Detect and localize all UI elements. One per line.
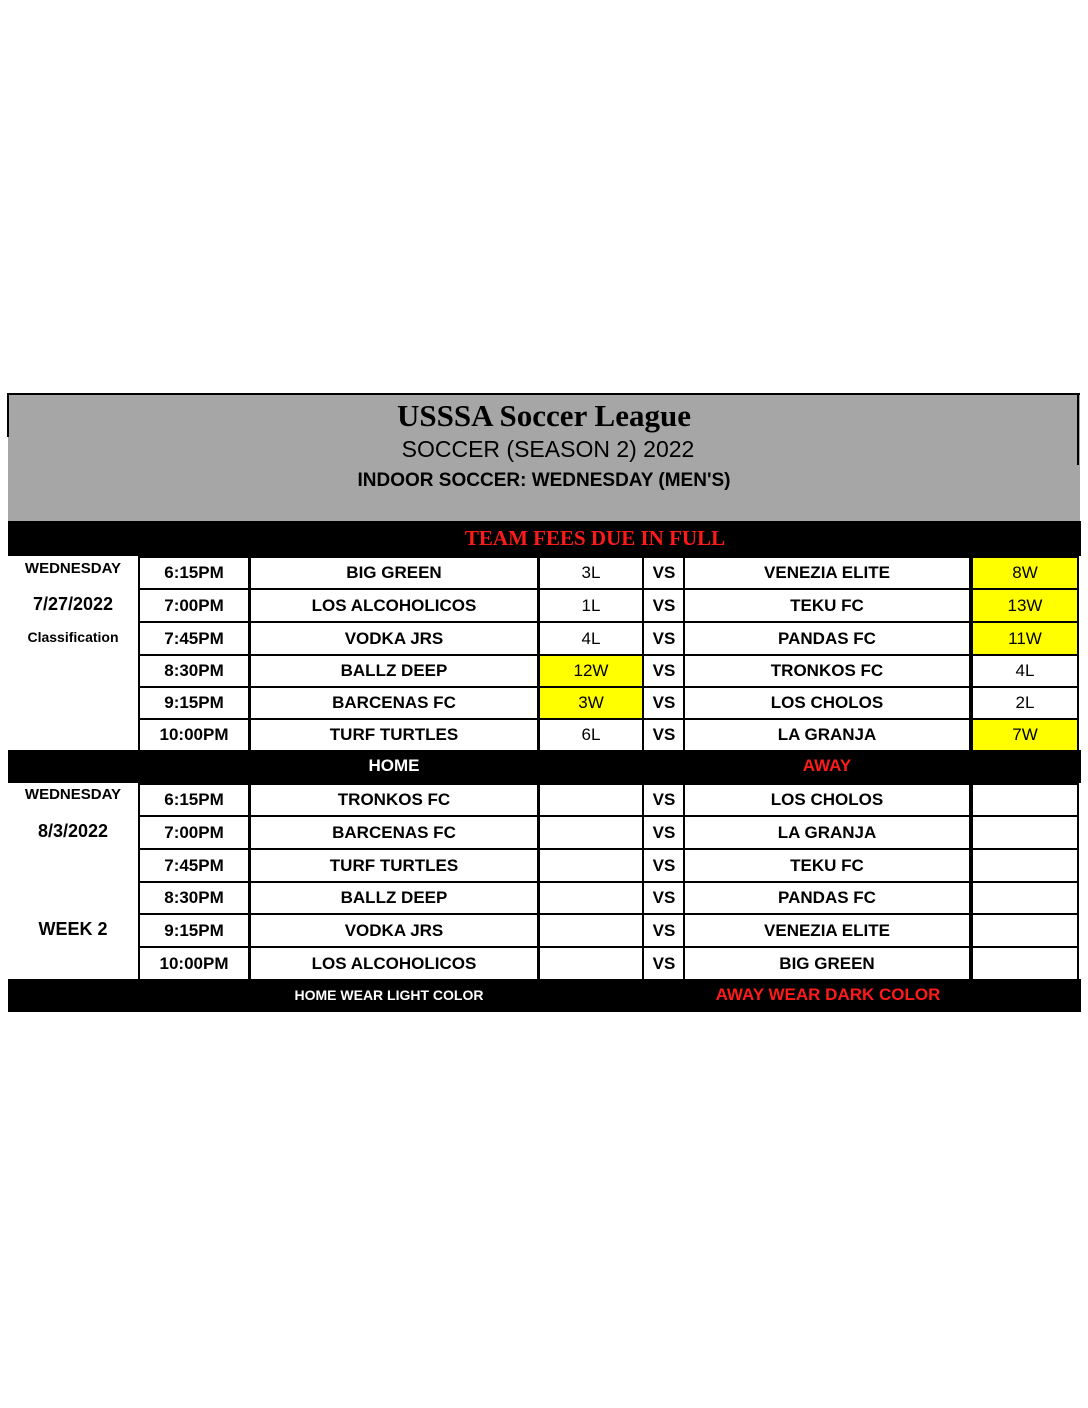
week2-day: WEDNESDAY: [24, 786, 122, 803]
home-result: 12W: [538, 654, 644, 688]
vs-label: VS: [644, 848, 684, 883]
home-result: 3L: [538, 556, 644, 590]
vs-label: VS: [644, 654, 684, 688]
home-result: [538, 783, 644, 817]
week1-day: WEDNESDAY: [24, 560, 122, 577]
home-team: TURF TURTLES: [249, 848, 539, 883]
vs-label: VS: [644, 686, 684, 720]
away-team: TEKU FC: [683, 588, 971, 623]
game-time: 9:15PM: [138, 686, 250, 720]
vs-label: VS: [644, 881, 684, 915]
away-team: VENEZIA ELITE: [683, 913, 971, 948]
away-team: VENEZIA ELITE: [683, 556, 971, 590]
home-team: LOS ALCOHOLICOS: [249, 946, 539, 981]
vs-label: VS: [644, 815, 684, 850]
away-team: LA GRANJA: [683, 718, 971, 752]
game-time: 6:15PM: [138, 556, 250, 590]
game-time: 7:45PM: [138, 848, 250, 883]
away-team: PANDAS FC: [683, 881, 971, 915]
home-team: BALLZ DEEP: [249, 881, 539, 915]
vs-label: VS: [644, 946, 684, 981]
away-result: [971, 815, 1079, 850]
division-label: INDOOR SOCCER: WEDNESDAY (MEN'S): [357, 470, 731, 491]
away-wear-note: AWAY WEAR DARK COLOR: [715, 985, 941, 1004]
home-result: 4L: [538, 621, 644, 656]
vs-label: VS: [644, 783, 684, 817]
season-subtitle: SOCCER (SEASON 2) 2022: [401, 436, 695, 462]
home-team: TURF TURTLES: [249, 718, 539, 752]
home-result: 3W: [538, 686, 644, 720]
away-result: 2L: [971, 686, 1079, 720]
game-time: 10:00PM: [138, 718, 250, 752]
away-result: [971, 946, 1079, 981]
away-result: 11W: [971, 621, 1079, 656]
home-team: BARCENAS FC: [249, 686, 539, 720]
week2-week: WEEK 2: [38, 919, 108, 939]
away-team: LOS CHOLOS: [683, 783, 971, 817]
game-time: 9:15PM: [138, 913, 250, 948]
home-team: BALLZ DEEP: [249, 654, 539, 688]
home-team: VODKA JRS: [249, 913, 539, 948]
fees-notice: TEAM FEES DUE IN FULL: [464, 526, 726, 550]
home-team: BARCENAS FC: [249, 815, 539, 850]
game-time: 7:45PM: [138, 621, 250, 656]
home-wear-note: HOME WEAR LIGHT COLOR: [294, 987, 484, 1003]
away-team: LOS CHOLOS: [683, 686, 971, 720]
vs-label: VS: [644, 718, 684, 752]
game-time: 7:00PM: [138, 588, 250, 623]
week1-date: 7/27/2022: [32, 594, 114, 614]
away-team: BIG GREEN: [683, 946, 971, 981]
home-label: HOME: [368, 756, 420, 775]
game-time: 8:30PM: [138, 881, 250, 915]
vs-label: VS: [644, 556, 684, 590]
away-team: TRONKOS FC: [683, 654, 971, 688]
league-title: USSSA Soccer League: [397, 398, 691, 433]
away-result: [971, 913, 1079, 948]
home-result: [538, 913, 644, 948]
week2-label-column: [8, 783, 138, 979]
home-result: [538, 815, 644, 850]
home-team: BIG GREEN: [249, 556, 539, 590]
away-result: [971, 881, 1079, 915]
vs-label: VS: [644, 913, 684, 948]
away-result: [971, 783, 1079, 817]
away-team: TEKU FC: [683, 848, 971, 883]
away-team: PANDAS FC: [683, 621, 971, 656]
vs-label: VS: [644, 588, 684, 623]
home-result: [538, 848, 644, 883]
away-result: 8W: [971, 556, 1079, 590]
away-result: 4L: [971, 654, 1079, 688]
game-time: 7:00PM: [138, 815, 250, 850]
home-team: LOS ALCOHOLICOS: [249, 588, 539, 623]
home-result: [538, 881, 644, 915]
home-result: 6L: [538, 718, 644, 752]
vs-label: VS: [644, 621, 684, 656]
away-result: 7W: [971, 718, 1079, 752]
home-result: [538, 946, 644, 981]
home-team: VODKA JRS: [249, 621, 539, 656]
away-label: AWAY: [802, 756, 852, 775]
away-result: 13W: [971, 588, 1079, 623]
away-team: LA GRANJA: [683, 815, 971, 850]
week1-label-column: [8, 556, 138, 750]
game-time: 8:30PM: [138, 654, 250, 688]
home-result: 1L: [538, 588, 644, 623]
away-result: [971, 848, 1079, 883]
week1-note: Classification: [27, 629, 119, 645]
game-time: 10:00PM: [138, 946, 250, 981]
week2-date: 8/3/2022: [37, 821, 109, 841]
home-team: TRONKOS FC: [249, 783, 539, 817]
game-time: 6:15PM: [138, 783, 250, 817]
